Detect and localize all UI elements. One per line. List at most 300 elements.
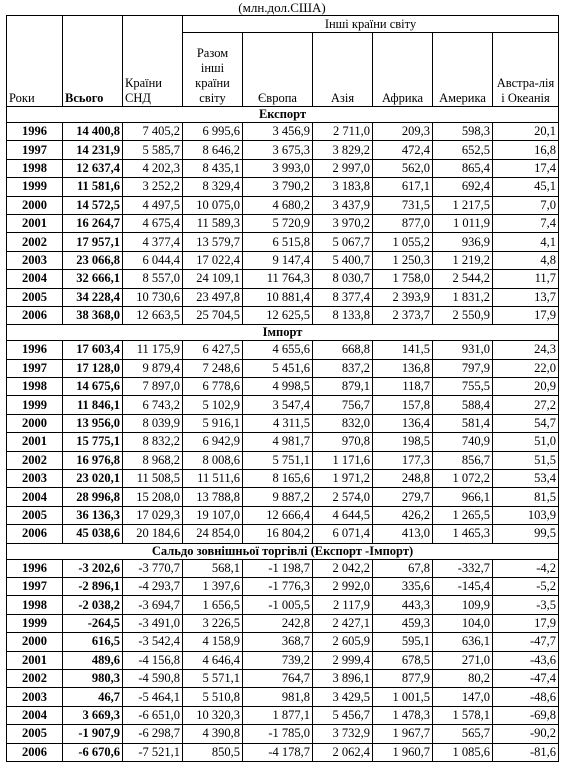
value-cell: 879,1 (313, 378, 373, 396)
value-cell: 5 102,9 (183, 396, 243, 414)
value-cell: 242,8 (243, 614, 313, 632)
value-cell: 652,5 (433, 141, 493, 159)
value-cell: 54,7 (493, 414, 559, 432)
value-cell: 1 171,6 (313, 451, 373, 469)
table-row (7, 196, 559, 214)
value-cell: -4 590,8 (123, 669, 183, 687)
table-row (7, 651, 559, 669)
value-cell: 2 550,9 (433, 306, 493, 324)
table-row (7, 341, 559, 359)
header-cis: Країни СНД (123, 16, 183, 107)
value-cell: 7 405,2 (123, 123, 183, 141)
value-cell: 17 029,3 (123, 506, 183, 524)
value-cell: 13 788,8 (183, 488, 243, 506)
value-cell: 157,8 (373, 396, 433, 414)
value-cell: -43,6 (493, 651, 559, 669)
value-cell: 11,7 (493, 270, 559, 288)
table-row (7, 288, 559, 306)
value-cell: 38 368,0 (63, 306, 123, 324)
section-title: Сальдо зовнішньої торгівлі (Експорт -Імпорт) (7, 543, 559, 559)
value-cell: -90,2 (493, 725, 559, 743)
value-cell: 856,7 (433, 451, 493, 469)
value-cell: 2 999,4 (313, 651, 373, 669)
table-row (7, 433, 559, 451)
value-cell: 45,1 (493, 178, 559, 196)
value-cell: 837,2 (313, 359, 373, 377)
value-cell: 109,9 (433, 596, 493, 614)
value-cell: 118,7 (373, 378, 433, 396)
table-row (7, 525, 559, 543)
value-cell: -145,4 (433, 577, 493, 595)
value-cell: 7 897,0 (123, 378, 183, 396)
value-cell: 2 062,4 (313, 743, 373, 761)
value-cell: 6 743,2 (123, 396, 183, 414)
value-cell: 3 732,9 (313, 725, 373, 743)
value-cell: 970,8 (313, 433, 373, 451)
value-cell: 4 158,9 (183, 633, 243, 651)
value-cell: 980,3 (63, 669, 123, 687)
value-cell: -4 293,7 (123, 577, 183, 595)
trade-table (6, 15, 559, 762)
table-row (7, 488, 559, 506)
section-title: Імпорт (7, 325, 559, 341)
header-other-countries: Інші країни світу (183, 16, 559, 33)
value-cell: 17 603,4 (63, 341, 123, 359)
value-cell: 17,9 (493, 306, 559, 324)
value-cell: 32 666,1 (63, 270, 123, 288)
value-cell: 3 790,2 (243, 178, 313, 196)
year-cell: 1998 (7, 596, 63, 614)
section-header-row (7, 543, 559, 559)
value-cell: 1 011,9 (433, 214, 493, 232)
value-cell: 12 637,4 (63, 159, 123, 177)
value-cell: 6 044,4 (123, 251, 183, 269)
value-cell: 3 252,2 (123, 178, 183, 196)
table-row (7, 359, 559, 377)
value-cell: 1 219,2 (433, 251, 493, 269)
value-cell: 756,7 (313, 396, 373, 414)
year-cell: 2004 (7, 488, 63, 506)
value-cell: 4 377,4 (123, 233, 183, 251)
value-cell: 3 226,5 (183, 614, 243, 632)
year-cell: 2000 (7, 196, 63, 214)
value-cell: -2 038,2 (63, 596, 123, 614)
year-cell: 2002 (7, 233, 63, 251)
value-cell: 17 957,1 (63, 233, 123, 251)
year-cell: 2003 (7, 251, 63, 269)
value-cell: 598,3 (433, 123, 493, 141)
value-cell: 22,0 (493, 359, 559, 377)
year-cell: 1996 (7, 559, 63, 577)
value-cell: 936,9 (433, 233, 493, 251)
table-row (7, 451, 559, 469)
value-cell: 13 579,7 (183, 233, 243, 251)
year-cell: 2002 (7, 451, 63, 469)
value-cell: 8 832,2 (123, 433, 183, 451)
table-row (7, 123, 559, 141)
table-body (7, 107, 559, 762)
value-cell: 8 435,1 (183, 159, 243, 177)
value-cell: 81,5 (493, 488, 559, 506)
value-cell: 595,1 (373, 633, 433, 651)
value-cell: 24,3 (493, 341, 559, 359)
table-row (7, 270, 559, 288)
value-cell: 739,2 (243, 651, 313, 669)
value-cell: 966,1 (433, 488, 493, 506)
value-cell: 5 400,7 (313, 251, 373, 269)
value-cell: 8 377,4 (313, 288, 373, 306)
table-row (7, 178, 559, 196)
value-cell: 15 208,0 (123, 488, 183, 506)
value-cell: 1 656,5 (183, 596, 243, 614)
value-cell: 136,4 (373, 414, 433, 432)
value-cell: 3 456,9 (243, 123, 313, 141)
value-cell: 6 778,6 (183, 378, 243, 396)
table-row (7, 378, 559, 396)
table-row (7, 669, 559, 687)
value-cell: 865,4 (433, 159, 493, 177)
year-cell: 2005 (7, 288, 63, 306)
table-row (7, 251, 559, 269)
value-cell: 20,9 (493, 378, 559, 396)
value-cell: 17 022,4 (183, 251, 243, 269)
header-asia: Азія (313, 33, 373, 107)
value-cell: 1 960,7 (373, 743, 433, 761)
value-cell: 53,4 (493, 470, 559, 488)
value-cell: 5 510,8 (183, 688, 243, 706)
value-cell: 616,5 (63, 633, 123, 651)
value-cell: 731,5 (373, 196, 433, 214)
value-cell: 4 311,5 (243, 414, 313, 432)
value-cell: 5 571,1 (183, 669, 243, 687)
value-cell: 668,8 (313, 341, 373, 359)
year-cell: 2003 (7, 688, 63, 706)
section-header-row (7, 325, 559, 341)
value-cell: -81,6 (493, 743, 559, 761)
table-row (7, 214, 559, 232)
value-cell: 8 165,6 (243, 470, 313, 488)
value-cell: 80,2 (433, 669, 493, 687)
table-row (7, 396, 559, 414)
value-cell: 1 478,3 (373, 706, 433, 724)
value-cell: 1 217,5 (433, 196, 493, 214)
value-cell: 8 039,9 (123, 414, 183, 432)
value-cell: 617,1 (373, 178, 433, 196)
value-cell: 16,8 (493, 141, 559, 159)
value-cell: 877,0 (373, 214, 433, 232)
table-row (7, 614, 559, 632)
value-cell: 740,9 (433, 433, 493, 451)
value-cell: 4 202,3 (123, 159, 183, 177)
value-cell: 25 704,5 (183, 306, 243, 324)
year-cell: 1996 (7, 341, 63, 359)
value-cell: 4,1 (493, 233, 559, 251)
header-europe: Європа (243, 33, 313, 107)
value-cell: 4 497,5 (123, 196, 183, 214)
header-total: Всього (63, 16, 123, 107)
value-cell: 147,0 (433, 688, 493, 706)
value-cell: 17,9 (493, 614, 559, 632)
value-cell: 6 427,5 (183, 341, 243, 359)
value-cell: 562,0 (373, 159, 433, 177)
value-cell: 832,0 (313, 414, 373, 432)
value-cell: 14 400,8 (63, 123, 123, 141)
value-cell: 14 231,9 (63, 141, 123, 159)
table-row (7, 506, 559, 524)
table-row (7, 559, 559, 577)
value-cell: -6 298,7 (123, 725, 183, 743)
value-cell: 764,7 (243, 669, 313, 687)
value-cell: 8 329,4 (183, 178, 243, 196)
units-caption: (млн.дол.США) (238, 0, 326, 15)
value-cell: 20 184,6 (123, 525, 183, 543)
year-cell: 2006 (7, 525, 63, 543)
value-cell: -3 491,0 (123, 614, 183, 632)
value-cell: 3 993,0 (243, 159, 313, 177)
value-cell: 4 981,7 (243, 433, 313, 451)
value-cell: 4 675,4 (123, 214, 183, 232)
year-cell: 1998 (7, 159, 63, 177)
value-cell: 11 589,3 (183, 214, 243, 232)
value-cell: 3 896,1 (313, 669, 373, 687)
table-row (7, 414, 559, 432)
value-cell: 1 877,1 (243, 706, 313, 724)
value-cell: 877,9 (373, 669, 433, 687)
value-cell: 16 804,2 (243, 525, 313, 543)
table-row (7, 159, 559, 177)
value-cell: 13,7 (493, 288, 559, 306)
value-cell: 8 968,2 (123, 451, 183, 469)
value-cell: -4 156,8 (123, 651, 183, 669)
value-cell: 2 393,9 (373, 288, 433, 306)
value-cell: 3 669,3 (63, 706, 123, 724)
value-cell: 1 265,5 (433, 506, 493, 524)
value-cell: 459,3 (373, 614, 433, 632)
value-cell: 13 956,0 (63, 414, 123, 432)
value-cell: 568,1 (183, 559, 243, 577)
value-cell: 678,5 (373, 651, 433, 669)
value-cell: 28 996,8 (63, 488, 123, 506)
value-cell: 797,9 (433, 359, 493, 377)
table-row (7, 470, 559, 488)
value-cell: 177,3 (373, 451, 433, 469)
value-cell: 19 107,0 (183, 506, 243, 524)
value-cell: 45 038,6 (63, 525, 123, 543)
year-cell: 2000 (7, 414, 63, 432)
value-cell: -4,2 (493, 559, 559, 577)
value-cell: 2 117,9 (313, 596, 373, 614)
value-cell: 4 646,4 (183, 651, 243, 669)
year-cell: 2004 (7, 270, 63, 288)
value-cell: 1 831,2 (433, 288, 493, 306)
value-cell: -47,4 (493, 669, 559, 687)
value-cell: 692,4 (433, 178, 493, 196)
value-cell: 10 320,3 (183, 706, 243, 724)
header-australia: Австра-лія і Океанія (493, 33, 559, 107)
value-cell: 2 373,7 (373, 306, 433, 324)
value-cell: -2 896,1 (63, 577, 123, 595)
value-cell: 413,0 (373, 525, 433, 543)
value-cell: 2 574,0 (313, 488, 373, 506)
value-cell: -6 651,0 (123, 706, 183, 724)
value-cell: 51,0 (493, 433, 559, 451)
table-row (7, 306, 559, 324)
table-row (7, 725, 559, 743)
value-cell: 2 997,0 (313, 159, 373, 177)
value-cell: 20,1 (493, 123, 559, 141)
value-cell: 2 427,1 (313, 614, 373, 632)
header-other-total: Разом інші країни світу (183, 33, 243, 107)
value-cell: 12 663,5 (123, 306, 183, 324)
value-cell: 136,8 (373, 359, 433, 377)
year-cell: 1998 (7, 378, 63, 396)
value-cell: 581,4 (433, 414, 493, 432)
year-cell: 2006 (7, 306, 63, 324)
value-cell: 755,5 (433, 378, 493, 396)
year-cell: 2005 (7, 506, 63, 524)
value-cell: 931,0 (433, 341, 493, 359)
value-cell: 5 456,7 (313, 706, 373, 724)
value-cell: 271,0 (433, 651, 493, 669)
value-cell: 5 451,6 (243, 359, 313, 377)
value-cell: 24 854,0 (183, 525, 243, 543)
section-title: Експорт (7, 107, 559, 123)
value-cell: 34 228,4 (63, 288, 123, 306)
value-cell: 1 001,5 (373, 688, 433, 706)
value-cell: -1 005,5 (243, 596, 313, 614)
value-cell: -3 694,7 (123, 596, 183, 614)
value-cell: 11 175,9 (123, 341, 183, 359)
value-cell: -5,2 (493, 577, 559, 595)
value-cell: 24 109,1 (183, 270, 243, 288)
value-cell: 8 133,8 (313, 306, 373, 324)
value-cell: 2 042,2 (313, 559, 373, 577)
value-cell: 67,8 (373, 559, 433, 577)
value-cell: 1 758,0 (373, 270, 433, 288)
value-cell: 9 147,4 (243, 251, 313, 269)
value-cell: 588,4 (433, 396, 493, 414)
value-cell: -3 202,6 (63, 559, 123, 577)
value-cell: 981,8 (243, 688, 313, 706)
year-cell: 2000 (7, 633, 63, 651)
table-row (7, 633, 559, 651)
value-cell: 15 775,1 (63, 433, 123, 451)
table-row (7, 141, 559, 159)
value-cell: 36 136,3 (63, 506, 123, 524)
header-africa: Африка (373, 33, 433, 107)
value-cell: 8 008,6 (183, 451, 243, 469)
value-cell: 141,5 (373, 341, 433, 359)
value-cell: 1 072,2 (433, 470, 493, 488)
table-row (7, 706, 559, 724)
year-cell: 1999 (7, 614, 63, 632)
value-cell: 17,4 (493, 159, 559, 177)
value-cell: 1 578,1 (433, 706, 493, 724)
value-cell: 3 675,3 (243, 141, 313, 159)
value-cell: 1 055,2 (373, 233, 433, 251)
value-cell: 6 995,6 (183, 123, 243, 141)
value-cell: 2 711,0 (313, 123, 373, 141)
value-cell: -3,5 (493, 596, 559, 614)
value-cell: 489,6 (63, 651, 123, 669)
year-cell: 1996 (7, 123, 63, 141)
value-cell: 103,9 (493, 506, 559, 524)
value-cell: -48,6 (493, 688, 559, 706)
value-cell: 2 605,9 (313, 633, 373, 651)
value-cell: 6 071,4 (313, 525, 373, 543)
value-cell: -1 776,3 (243, 577, 313, 595)
value-cell: 11 581,6 (63, 178, 123, 196)
value-cell: -264,5 (63, 614, 123, 632)
value-cell: 368,7 (243, 633, 313, 651)
value-cell: -1 198,7 (243, 559, 313, 577)
value-cell: 23 066,8 (63, 251, 123, 269)
value-cell: 4 644,5 (313, 506, 373, 524)
value-cell: -69,8 (493, 706, 559, 724)
value-cell: 6 942,9 (183, 433, 243, 451)
value-cell: 248,8 (373, 470, 433, 488)
year-cell: 1997 (7, 141, 63, 159)
value-cell: 5 067,7 (313, 233, 373, 251)
value-cell: 12 625,5 (243, 306, 313, 324)
value-cell: 1 465,3 (433, 525, 493, 543)
value-cell: 1 250,3 (373, 251, 433, 269)
value-cell: -7 521,1 (123, 743, 183, 761)
value-cell: -4 178,7 (243, 743, 313, 761)
value-cell: 17 128,0 (63, 359, 123, 377)
value-cell: 51,5 (493, 451, 559, 469)
year-cell: 2005 (7, 725, 63, 743)
value-cell: 7 248,6 (183, 359, 243, 377)
value-cell: 104,0 (433, 614, 493, 632)
value-cell: 10 075,0 (183, 196, 243, 214)
value-cell: 1 971,2 (313, 470, 373, 488)
value-cell: 23 497,8 (183, 288, 243, 306)
table-row (7, 596, 559, 614)
value-cell: 10 730,6 (123, 288, 183, 306)
value-cell: 472,4 (373, 141, 433, 159)
value-cell: 209,3 (373, 123, 433, 141)
year-cell: 1999 (7, 396, 63, 414)
value-cell: 8 557,0 (123, 270, 183, 288)
value-cell: 12 666,4 (243, 506, 313, 524)
value-cell: 16 976,8 (63, 451, 123, 469)
header-year: Роки (7, 16, 63, 107)
value-cell: 3 429,5 (313, 688, 373, 706)
value-cell: -5 464,1 (123, 688, 183, 706)
value-cell: 198,5 (373, 433, 433, 451)
value-cell: 636,1 (433, 633, 493, 651)
value-cell: 6 515,8 (243, 233, 313, 251)
value-cell: 443,3 (373, 596, 433, 614)
value-cell: 23 020,1 (63, 470, 123, 488)
value-cell: 9 887,2 (243, 488, 313, 506)
value-cell: 14 572,5 (63, 196, 123, 214)
value-cell: 279,7 (373, 488, 433, 506)
value-cell: 3 183,8 (313, 178, 373, 196)
header-america: Америка (433, 33, 493, 107)
value-cell: 4,8 (493, 251, 559, 269)
value-cell: 11 846,1 (63, 396, 123, 414)
value-cell: 3 829,2 (313, 141, 373, 159)
value-cell: 4 655,6 (243, 341, 313, 359)
value-cell: 2 992,0 (313, 577, 373, 595)
table-row (7, 743, 559, 761)
value-cell: 11 511,6 (183, 470, 243, 488)
value-cell: 16 264,7 (63, 214, 123, 232)
value-cell: 7,0 (493, 196, 559, 214)
value-cell: 4 390,8 (183, 725, 243, 743)
